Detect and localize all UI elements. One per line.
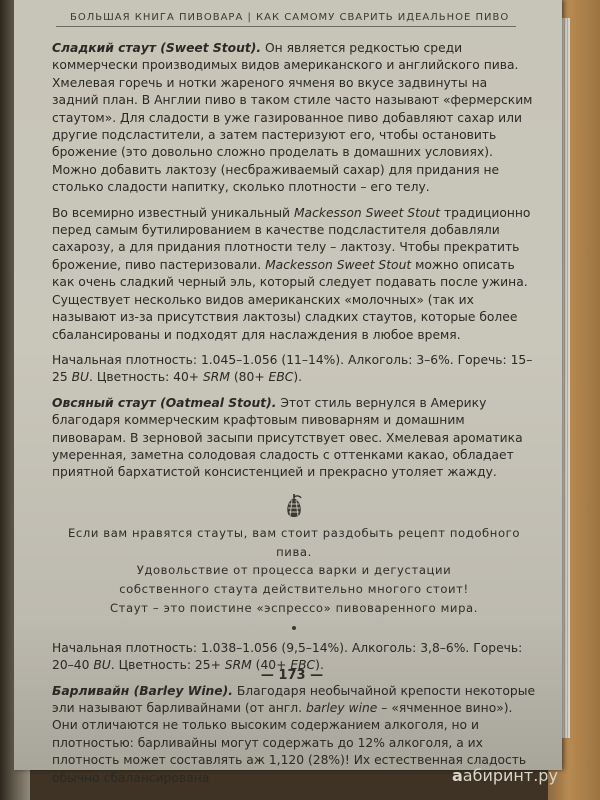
paragraph-sweet-stout [52,40,536,197]
stats-oatmeal-text-4: ). [315,658,324,673]
term-sweet-stout: Сладкий стаут (Sweet Stout). [52,41,262,55]
term-barley-wine: Барливайн (Barley Wine). [52,683,233,698]
sidebar-line: собственного стаута действительно многого стоит! [119,582,469,597]
stats-sweet-stout [52,352,536,387]
stats-sweet-ebc: EBC [268,370,294,385]
sidebar-line: Если вам нравятся стауты, вам стоит раздобыть рецепт подобного пива. [67,525,521,559]
stats-sweet-srm: SRM [203,370,230,385]
stout-sidebar [52,524,536,618]
header-rule [56,26,516,27]
page-number: — 173 — [260,668,324,683]
term-oatmeal-stout: Овсяный стаут (Oatmeal Stout). [52,395,277,410]
bullet-dot [292,626,296,630]
stats-oatmeal-text-1: Начальная плотность: 1.038–1.056 (9,5–14%). Алкоголь: 3,8–6%. Горечь: 20–40 [52,640,523,673]
mackesson-name-2: Mackesson Sweet Stout [265,257,412,272]
barley-english-term: barley wine [305,700,378,715]
watermark-logo: a [452,766,463,785]
hop-ornament [52,492,536,522]
stats-oatmeal-text-3: (40+ [251,658,291,673]
stats-oatmeal-text-2: . Цветность: 25+ [110,658,225,673]
bullet-ornament [52,626,536,630]
watermark-text: абиринт.ру [462,766,558,785]
stats-sweet-bu: BU [71,370,89,385]
stats-sweet-text-3: (80+ [229,370,269,385]
stats-oatmeal-ebc: EBC [290,658,316,673]
stats-sweet-text-1: Начальная плотность: 1.045–1.056 (11–14%). Алкоголь: 3–6%. Горечь: 15–25 [52,352,533,385]
mackesson-text-2: традиционно перед самым бутилированием в качестве подсластителя добавляли сахарозу, а для придания плотности телу – лактозу. Чтобы прекратить брожение, пиво пастеризовали. [52,205,531,272]
stats-sweet-text-4: ). [293,370,303,385]
sweet-stout-text: Он является редкостью среди коммерчески производимых видов американского и английского пива. Хмелевая горечь и нотки жареного ячменя во вкусе задвинуты на задний план. В Англии пиво в таком стиле часто называют «фермерским стаутом». Для сладости в уже газированное пиво добавляют сахар или другие подсластители, а затем пастеризуют его, чтобы остановить брожение (это довольно сложно проделать в домашних условиях). Можно добавить лактозу (несбраживаемый сахар) для придания не столько сладости напитку, сколько плотности – его телу. [52,41,533,195]
paragraph-mackesson [52,205,536,344]
labirint-watermark [452,766,558,785]
mackesson-text-1: Во всемирно известный уникальный [52,205,294,220]
mackesson-text-3: можно описать как очень сладкий черный эль, который следует подавать после ужина. Существует несколько видов американских «молочных» (так их называют из-за присутствия лактозы) сладких стаутов, которые более сбалансированы и подходят для наслаждения в любое время. [52,257,528,342]
stats-oatmeal-srm: SRM [224,658,252,673]
hop-icon [279,492,309,522]
barley-text-1: Благодаря необычайной крепости некоторые эли называют барливайнами (от англ. [52,683,536,715]
paragraph-oatmeal-stout [52,395,536,482]
stats-oatmeal-bu: BU [93,658,111,673]
sidebar-line: Стаут – это поистине «эспрессо» пивоваренного мира. [109,600,479,615]
mackesson-name-1: Mackesson Sweet Stout [293,205,441,220]
running-header: БОЛЬШАЯ КНИГА ПИВОВАРА | КАК САМОМУ СВАРИТЬ ИДЕАЛЬНОЕ ПИВО [70,12,510,23]
sidebar-line: Удовольствие от процесса варки и дегустации [136,563,452,578]
oatmeal-stout-text: Этот стиль вернулся в Америку благодаря коммерческим крафтовым пивоварням и домашним пивоварам. В зерновой засыпи присутствует овес. Хмелевая ароматика умеренная, заметна солодовая сладость с оттенками какао, обладает приятной бархатистой консистенцией и прекрасно утоляет жажду. [52,395,523,480]
stats-sweet-text-2: . Цветность: 40+ [89,370,203,385]
barley-text-2: – «ячменное вино»). Они отличаются не только высоким содержанием алкоголя, но и плотностью: барливайны могут содержать до 12% алкоголя, а их плотность может составлять аж 1,120 (28%)! Их естественная сладость обычно сбалансирована [52,700,527,785]
